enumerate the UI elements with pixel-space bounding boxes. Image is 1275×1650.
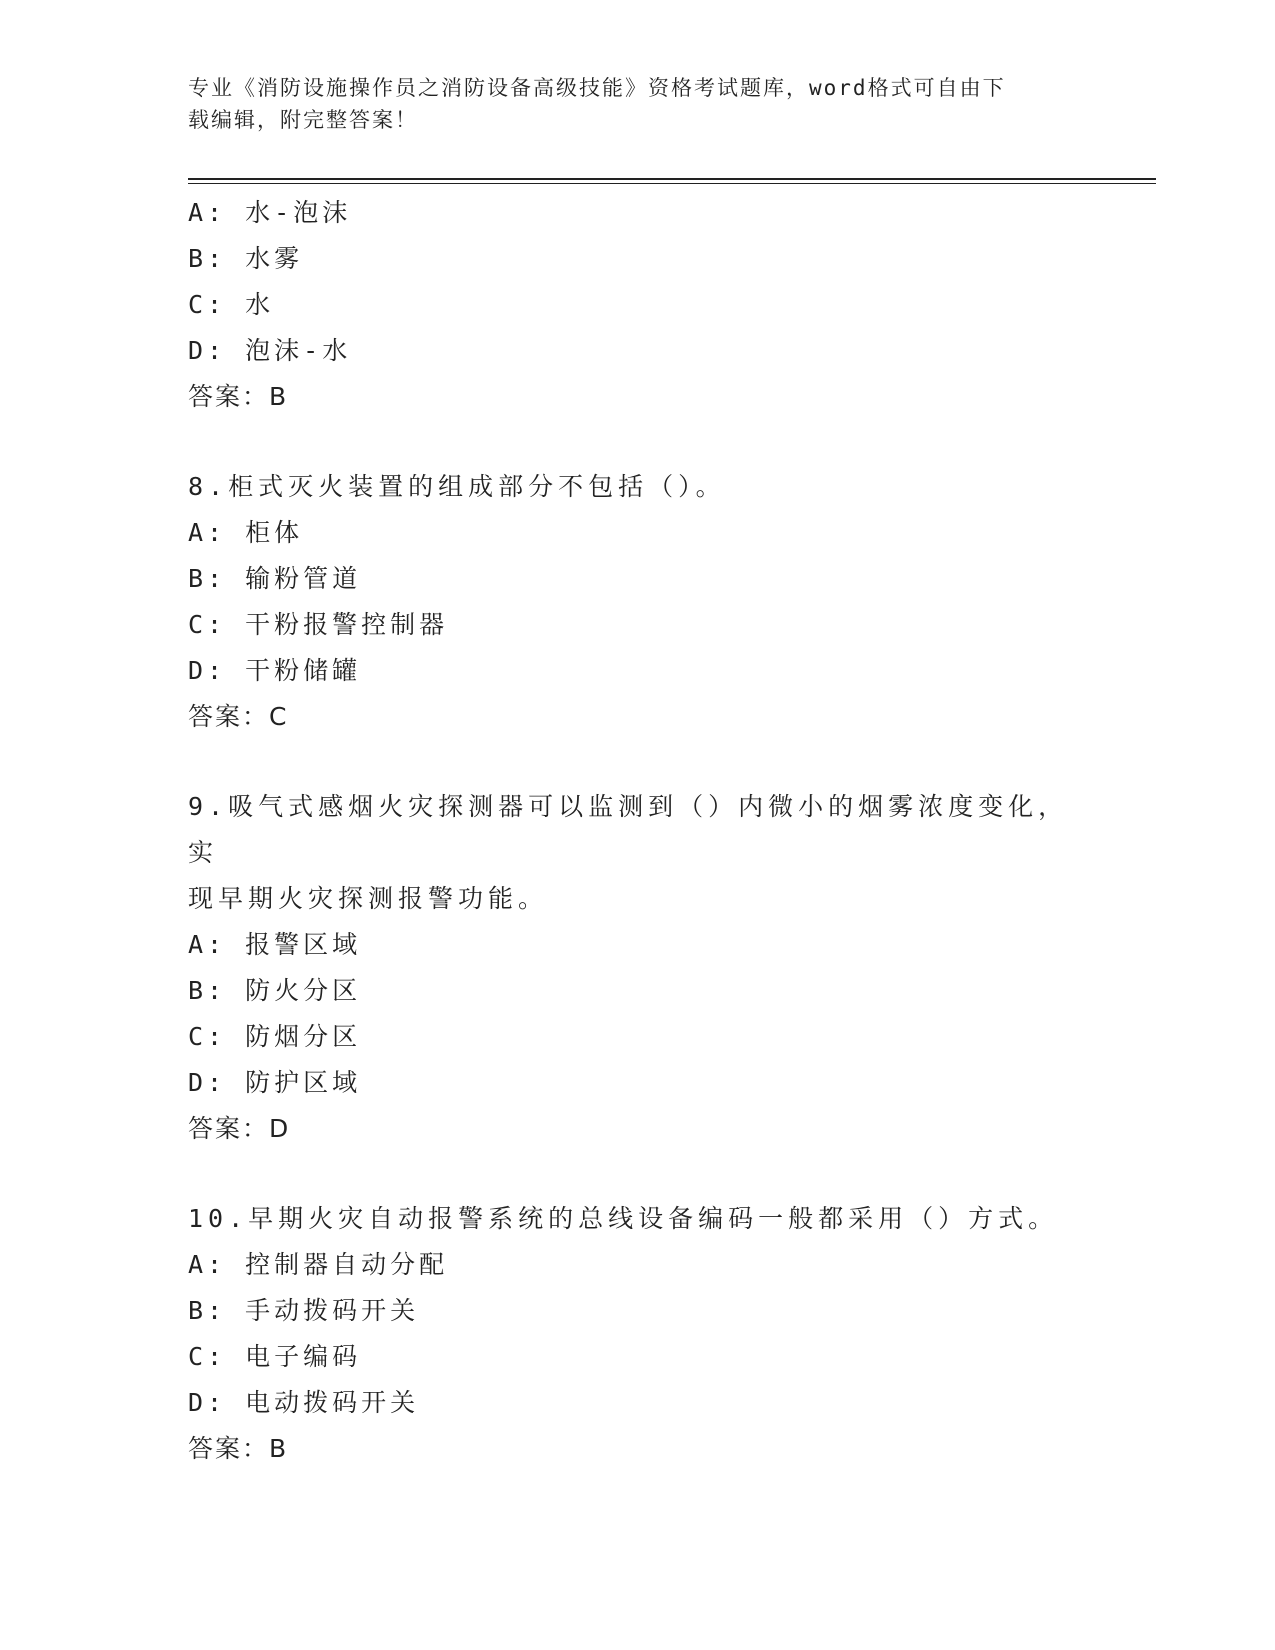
option-c: C: 防烟分区 [188, 1022, 362, 1051]
header-line-2: 载编辑，附完整答案！ [188, 108, 418, 132]
option-c: C: 水 [188, 290, 275, 319]
option-a: A: 柜体 [188, 518, 304, 547]
answer-line: 答案：B [188, 1434, 289, 1463]
header-divider-thick [188, 178, 1156, 180]
question-stem-line-2: 现早期火灾探测报警功能。 [188, 884, 549, 913]
question-7-continued [188, 190, 1088, 420]
spacer [188, 420, 1088, 464]
spacer [188, 1152, 1088, 1196]
question-stem: 10.早期火灾自动报警系统的总线设备编码一般都采用（）方式。 [188, 1204, 1059, 1233]
question-list [188, 190, 1088, 1472]
answer-line: 答案：C [188, 702, 289, 731]
question-stem: 8.柜式灭火装置的组成部分不包括（）。 [188, 472, 726, 501]
option-d: D: 防护区域 [188, 1068, 362, 1097]
question-9 [188, 784, 1088, 1152]
question-10 [188, 1196, 1088, 1472]
option-d: D: 干粉储罐 [188, 656, 362, 685]
option-a: A: 报警区域 [188, 930, 362, 959]
option-d: D: 泡沫-水 [188, 336, 352, 365]
document-header [188, 72, 1068, 136]
question-stem-line-1: 9.吸气式感烟火灾探测器可以监测到（）内微小的烟雾浓度变化，实 [188, 792, 1069, 867]
answer-line: 答案：D [188, 1114, 291, 1143]
header-line-1: 专业《消防设施操作员之消防设备高级技能》资格考试题库，word格式可自由下 [188, 76, 1006, 100]
option-c: C: 电子编码 [188, 1342, 362, 1371]
option-b: B: 水雾 [188, 244, 304, 273]
option-d: D: 电动拨码开关 [188, 1388, 420, 1417]
answer-line: 答案：B [188, 382, 289, 411]
option-c: C: 干粉报警控制器 [188, 610, 449, 639]
option-a: A: 水-泡沫 [188, 198, 352, 227]
option-b: B: 手动拨码开关 [188, 1296, 420, 1325]
question-8 [188, 464, 1088, 740]
header-divider-thin [188, 183, 1156, 184]
option-a: A: 控制器自动分配 [188, 1250, 449, 1279]
option-b: B: 输粉管道 [188, 564, 362, 593]
spacer [188, 740, 1088, 784]
option-b: B: 防火分区 [188, 976, 362, 1005]
